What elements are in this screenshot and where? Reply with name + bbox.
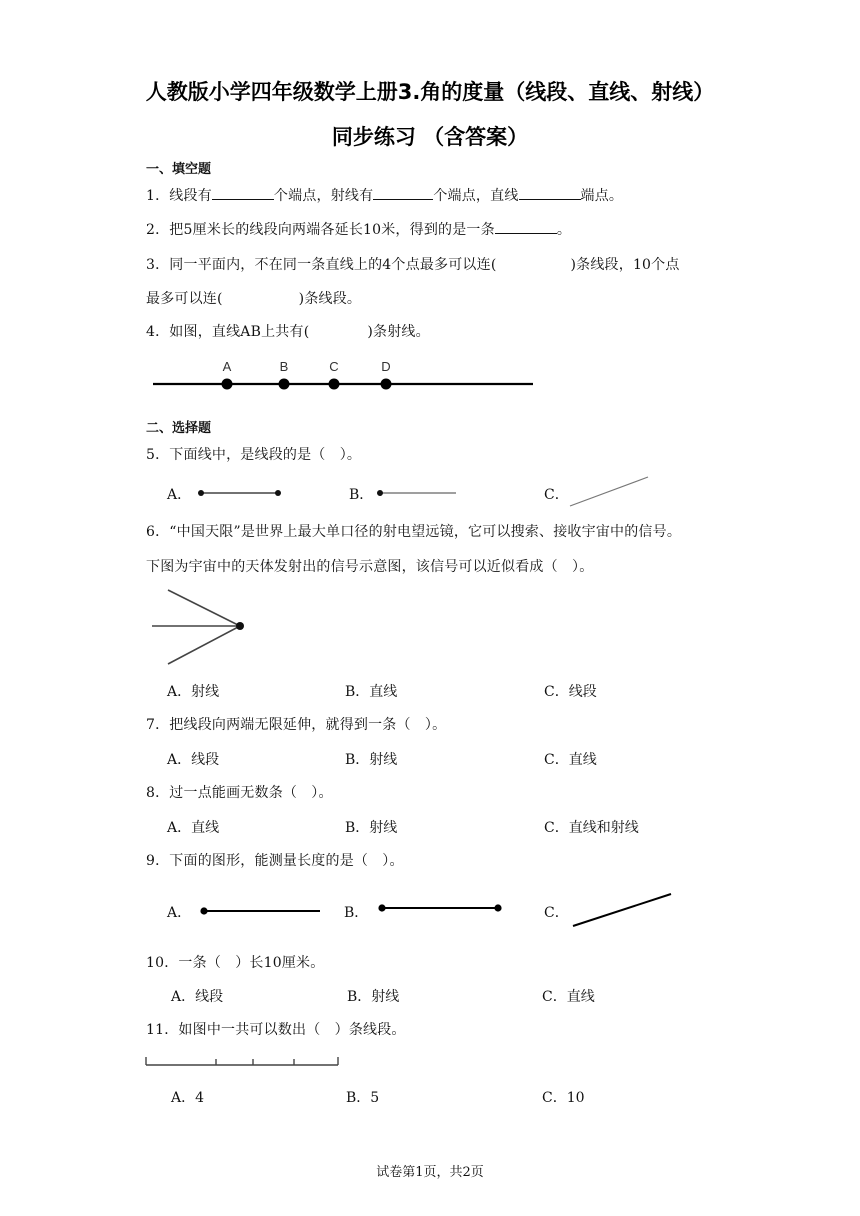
question-3-line1 [146, 254, 680, 274]
q3-text-c: 最多可以连( [146, 291, 223, 307]
question-3-line2 [146, 288, 361, 308]
q9-figure-b-segment [376, 901, 506, 915]
q1-blank-3[interactable] [519, 185, 581, 200]
q3-text-b: )条线段，10个点 [570, 257, 680, 273]
q5-figure-c-line [566, 474, 656, 510]
q2-text-b: 。 [556, 222, 572, 238]
question-9: 9．下面的图形，能测量长度的是（ ）。 [146, 853, 404, 869]
q1-text-d: 端点。 [580, 188, 624, 204]
q7-option-b[interactable]: B．射线 [345, 752, 398, 768]
q5-figure-b-ray [376, 486, 466, 500]
q11-option-b[interactable]: B．5 [346, 1090, 380, 1106]
q9-option-a[interactable]: A． [167, 905, 192, 921]
q9-figure-a-ray [198, 904, 324, 918]
q9-option-c[interactable]: C． [544, 905, 569, 921]
q9-figure-c-line [570, 890, 676, 930]
q6-option-b[interactable]: B．直线 [345, 684, 398, 700]
q8-option-a[interactable]: A．直线 [167, 820, 220, 836]
q2-text-a: 2．把5厘米长的线段向两端各延长10米，得到的是一条 [146, 222, 495, 238]
q2-blank[interactable] [495, 219, 557, 234]
question-5: 5．下面线中，是线段的是（ ）。 [146, 447, 362, 463]
q4-point-c [329, 379, 340, 390]
q4-text-b: )条射线。 [367, 324, 430, 340]
q11-option-c[interactable]: C．10 [542, 1090, 585, 1106]
q5-option-a[interactable]: A． [167, 487, 192, 503]
q6-option-a[interactable]: A．射线 [167, 684, 220, 700]
q1-text-c: 个端点，直线 [433, 188, 519, 204]
q4-label-c: C [329, 359, 339, 374]
q4-point-a [222, 379, 233, 390]
page-title-line1: 人教版小学四年级数学上册3.角的度量（线段、直线、射线） [145, 80, 715, 104]
q8-option-c[interactable]: C．直线和射线 [544, 820, 639, 836]
page-footer: 试卷第1页，共2页 [376, 1165, 484, 1180]
q4-label-d: D [381, 359, 391, 374]
q7-option-c[interactable]: C．直线 [544, 752, 597, 768]
q4-label-a: A [222, 359, 232, 374]
q4-line-figure [150, 356, 540, 396]
question-1 [146, 185, 623, 205]
question-4 [146, 321, 430, 341]
q9-option-b[interactable]: B． [344, 905, 369, 921]
q6-signal-figure [150, 586, 250, 670]
q3-text-d: )条线段。 [298, 291, 362, 307]
q4-text: 4．如图，直线AB上共有( [146, 324, 310, 340]
q10-option-a[interactable]: A．线段 [171, 989, 224, 1005]
q4-point-b [279, 379, 290, 390]
q11-segment-figure [144, 1054, 344, 1070]
q8-option-b[interactable]: B．射线 [345, 820, 398, 836]
q10-option-b[interactable]: B．射线 [347, 989, 400, 1005]
q3-text-a: 3．同一平面内，不在同一条直线上的4个点最多可以连( [146, 257, 497, 273]
q6-option-c[interactable]: C．线段 [544, 684, 597, 700]
question-8: 8．过一点能画无数条（ ）。 [146, 785, 333, 801]
q1-blank-2[interactable] [373, 185, 433, 200]
section-choice-heading: 二、选择题 [146, 421, 212, 436]
question-11: 11．如图中一共可以数出（ ）条线段。 [146, 1022, 406, 1038]
question-7: 7．把线段向两端无限延伸，就得到一条（ ）。 [146, 717, 447, 733]
q1-blank-1[interactable] [212, 185, 274, 200]
q4-point-d [381, 379, 392, 390]
question-2 [146, 219, 571, 239]
question-6-line2: 下图为宇宙中的天体发射出的信号示意图，该信号可以近似看成（ ）。 [146, 559, 594, 575]
page-title-line2: 同步练习 （含答案） [331, 125, 529, 149]
q1-text-a: 1．线段有 [146, 188, 212, 204]
q7-option-a[interactable]: A．线段 [167, 752, 220, 768]
question-10: 10．一条（ ）长10厘米。 [146, 955, 325, 971]
section-fill-in-heading: 一、填空题 [146, 162, 212, 177]
q1-text-b: 个端点，射线有 [273, 188, 374, 204]
q5-option-b[interactable]: B． [349, 487, 374, 503]
q10-option-c[interactable]: C．直线 [542, 989, 595, 1005]
q11-option-a[interactable]: A．4 [171, 1090, 205, 1106]
question-6-line1: 6．“中国天限”是世界上最大单口径的射电望远镜，它可以搜索、接收宇宙中的信号。 [146, 524, 682, 540]
q4-label-b: B [279, 359, 289, 374]
q5-figure-a-segment [196, 486, 286, 500]
q5-option-c[interactable]: C． [544, 487, 569, 503]
